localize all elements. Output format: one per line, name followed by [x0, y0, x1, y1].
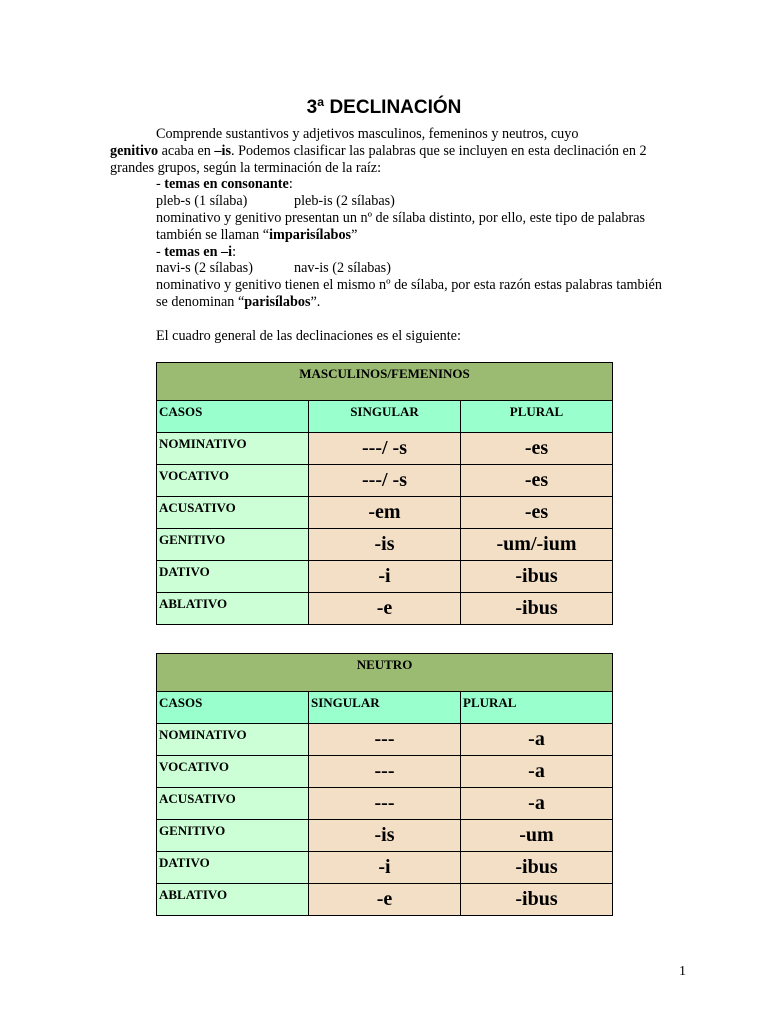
- group2-desc-a: nominativo y genitivo tienen el mismo nº de sílaba, por esta razón estas palabras también se denominan “: [156, 277, 662, 310]
- plural-ending: -es: [461, 497, 613, 529]
- singular-ending: ---/ -s: [309, 465, 461, 497]
- page-title: 3ª DECLINACIÓN: [306, 97, 462, 118]
- plural-ending: -ibus: [461, 884, 613, 916]
- group2-description: [110, 277, 670, 311]
- intro-text-a: acaba en: [158, 142, 215, 159]
- group1-example-2: pleb-is (2 sílabas): [294, 193, 395, 210]
- case-name: ABLATIVO: [157, 884, 309, 916]
- singular-ending: ---: [309, 756, 461, 788]
- column-plural: PLURAL: [461, 401, 613, 433]
- case-name: ACUSATIVO: [157, 788, 309, 820]
- singular-ending: -e: [309, 884, 461, 916]
- case-name: GENITIVO: [157, 820, 309, 852]
- intro-paragraph-start: Comprende sustantivos y adjetivos masculinos, femeninos y neutros, cuyo: [156, 126, 579, 142]
- group2-desc-b: ”.: [310, 293, 321, 310]
- group2-dash: -: [156, 243, 165, 260]
- table-row: [157, 788, 613, 820]
- group1-description: [110, 210, 670, 244]
- column-singular: SINGULAR: [309, 401, 461, 433]
- column-casos: CASOS: [157, 692, 309, 724]
- plural-ending: -ibus: [461, 593, 613, 625]
- table-row: [157, 433, 613, 465]
- summary-text: El cuadro general de las declinaciones es el siguiente:: [156, 327, 461, 344]
- group2-examples: [110, 260, 670, 277]
- plural-ending: -um/-ium: [461, 529, 613, 561]
- table-row: [157, 529, 613, 561]
- group1-desc-b: ”: [351, 226, 358, 243]
- table-header: MASCULINOS/FEMENINOS: [157, 363, 613, 401]
- case-name: GENITIVO: [157, 529, 309, 561]
- group1-example-1: pleb-s (1 sílaba): [156, 193, 248, 210]
- singular-ending: -i: [309, 852, 461, 884]
- singular-ending: ---: [309, 724, 461, 756]
- plural-ending: -es: [461, 465, 613, 497]
- group1-heading: [110, 176, 670, 193]
- group1-term: imparisílabos: [269, 226, 352, 243]
- group1-dash: -: [156, 176, 165, 193]
- group1-examples: [110, 193, 670, 210]
- intro-paragraph: [110, 143, 670, 177]
- plural-ending: -a: [461, 788, 613, 820]
- plural-ending: -ibus: [461, 852, 613, 884]
- masculine-feminine-table: [156, 362, 613, 625]
- neuter-table: [156, 653, 613, 916]
- column-singular: SINGULAR: [309, 692, 461, 724]
- table-row: [157, 497, 613, 529]
- table-row: [157, 593, 613, 625]
- group2-example-1: navi-s (2 sílabas): [156, 260, 253, 277]
- case-name: VOCATIVO: [157, 465, 309, 497]
- singular-ending: ---/ -s: [309, 433, 461, 465]
- singular-ending: ---: [309, 788, 461, 820]
- table-row: [157, 724, 613, 756]
- group2-colon: :: [232, 243, 237, 260]
- group2-heading: [110, 244, 670, 261]
- case-name: VOCATIVO: [157, 756, 309, 788]
- table-row: [157, 852, 613, 884]
- page-number: 1: [679, 964, 686, 979]
- case-name: DATIVO: [157, 561, 309, 593]
- case-name: NOMINATIVO: [157, 724, 309, 756]
- intro-text-b: . Podemos clasificar las palabras que se incluyen en esta declinación en 2 grandes grupos, según la terminación de la raíz:: [110, 142, 647, 176]
- column-casos: CASOS: [157, 401, 309, 433]
- group1-heading-text: temas en consonante: [164, 176, 289, 193]
- singular-ending: -em: [309, 497, 461, 529]
- table-row: [157, 465, 613, 497]
- group2-term: parisílabos: [244, 293, 311, 310]
- plural-ending: -um: [461, 820, 613, 852]
- group2-example-2: nav-is (2 sílabas): [294, 260, 391, 277]
- case-name: ABLATIVO: [157, 593, 309, 625]
- group1-desc-a: nominativo y genitivo presentan un nº de sílaba distinto, por ello, este tipo de palabras también se llaman “: [156, 209, 646, 243]
- singular-ending: -is: [309, 820, 461, 852]
- singular-ending: -i: [309, 561, 461, 593]
- plural-ending: -a: [461, 724, 613, 756]
- plural-ending: -es: [461, 433, 613, 465]
- table-row: [157, 820, 613, 852]
- intro-text: [110, 126, 670, 345]
- case-name: DATIVO: [157, 852, 309, 884]
- is-term: –is: [214, 142, 231, 159]
- case-name: ACUSATIVO: [157, 497, 309, 529]
- singular-ending: -is: [309, 529, 461, 561]
- group2-heading-text: temas en –i: [164, 243, 233, 260]
- group1-colon: :: [288, 176, 293, 193]
- plural-ending: -ibus: [461, 561, 613, 593]
- table-row: [157, 561, 613, 593]
- table-header: NEUTRO: [157, 654, 613, 692]
- table-row: [157, 884, 613, 916]
- singular-ending: -e: [309, 593, 461, 625]
- case-name: NOMINATIVO: [157, 433, 309, 465]
- plural-ending: -a: [461, 756, 613, 788]
- column-plural: PLURAL: [461, 692, 613, 724]
- table-row: [157, 756, 613, 788]
- genitivo-term: genitivo: [110, 142, 159, 159]
